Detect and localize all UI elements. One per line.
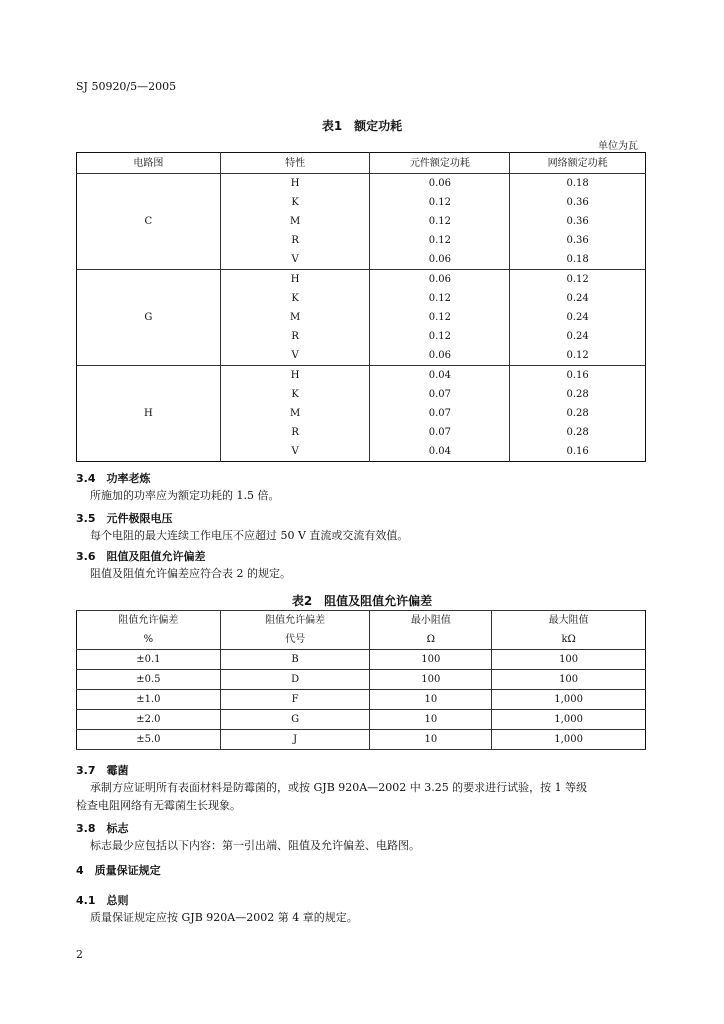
table1-unit: 单位为瓦 [598, 141, 638, 152]
network-power-cell: 0.16 [510, 366, 646, 386]
section-3-4-text: 所施加的功率应为额定功耗的 1.5 倍。 [90, 489, 280, 502]
element-power-cell: 0.06 [370, 346, 510, 366]
table-row [77, 710, 646, 730]
characteristic-cell: K [220, 289, 370, 308]
page-number: 2 [76, 948, 83, 961]
section-4-heading: 4 质量保证规定 [76, 864, 161, 877]
element-power-cell: 0.12 [370, 212, 510, 231]
element-power-cell: 0.12 [370, 193, 510, 212]
document-header: SJ 50920/5—2005 [76, 80, 177, 93]
element-power-cell: 0.12 [370, 308, 510, 327]
characteristic-cell: V [220, 442, 370, 462]
table2-cell: ±5.0 [77, 730, 221, 750]
table2-cell: ±0.1 [77, 650, 221, 670]
element-power-cell: 0.12 [370, 231, 510, 250]
network-power-cell: 0.16 [510, 442, 646, 462]
table2-cell: ±1.0 [77, 690, 221, 710]
section-3-6-heading: 3.6 阻值及阻值允许偏差 [76, 550, 206, 563]
network-power-cell: 0.28 [510, 404, 646, 423]
network-power-cell: 0.36 [510, 231, 646, 250]
table2-cell: 100 [370, 670, 492, 690]
element-power-cell: 0.07 [370, 385, 510, 404]
table2-header-cell: 阻值允许偏差 [77, 611, 221, 631]
characteristic-cell: V [220, 346, 370, 366]
element-power-cell: 0.07 [370, 404, 510, 423]
element-power-cell: 0.12 [370, 289, 510, 308]
section-3-6-text: 阻值及阻值允许偏差应符合表 2 的规定。 [90, 567, 291, 580]
characteristic-cell: V [220, 250, 370, 270]
table2-cell: D [220, 670, 370, 690]
network-power-cell: 0.24 [510, 289, 646, 308]
section-4-1-heading: 4.1 总则 [76, 894, 129, 907]
section-3-8-heading: 3.8 标志 [76, 822, 129, 835]
element-power-cell: 0.12 [370, 327, 510, 346]
table1-column-header: 网络额定功耗 [510, 153, 646, 174]
table2-cell: F [220, 690, 370, 710]
table2-unit-cell: 代号 [220, 630, 370, 650]
network-power-cell: 0.12 [510, 270, 646, 290]
table2-header-cell: 阻值允许偏差 [220, 611, 370, 631]
characteristic-cell: M [220, 212, 370, 231]
table2-cell: 10 [370, 710, 492, 730]
section-3-7-line2: 检查电阻网络有无霉菌生长现象。 [76, 799, 241, 812]
characteristic-cell: R [220, 231, 370, 250]
circuit-cell: C [77, 174, 221, 270]
characteristic-cell: K [220, 193, 370, 212]
characteristic-cell: R [220, 327, 370, 346]
power-rating-table [76, 152, 646, 462]
network-power-cell: 0.28 [510, 423, 646, 442]
characteristic-cell: H [220, 366, 370, 386]
characteristic-cell: R [220, 423, 370, 442]
table1-column-header: 电路图 [77, 153, 221, 174]
table2-cell: G [220, 710, 370, 730]
network-power-cell: 0.28 [510, 385, 646, 404]
table2-unit-cell: % [77, 630, 221, 650]
section-3-4-heading: 3.4 功率老炼 [76, 472, 151, 485]
table2-cell: 10 [370, 730, 492, 750]
table-row [77, 670, 646, 690]
table2-cell: 100 [492, 650, 646, 670]
table2-header-cell: 最大阻值 [492, 611, 646, 631]
table-row [77, 366, 646, 386]
network-power-cell: 0.24 [510, 327, 646, 346]
element-power-cell: 0.04 [370, 442, 510, 462]
element-power-cell: 0.06 [370, 174, 510, 194]
table2-cell: ±2.0 [77, 710, 221, 730]
table1-column-header: 特性 [220, 153, 370, 174]
table2-cell: 100 [370, 650, 492, 670]
circuit-cell: H [77, 366, 221, 462]
table2-unit-cell: Ω [370, 630, 492, 650]
network-power-cell: 0.12 [510, 346, 646, 366]
section-4-1-text: 质量保证规定应按 GJB 920A—2002 第 4 章的规定。 [90, 911, 358, 924]
table-row [77, 690, 646, 710]
section-3-7-line1: 承制方应证明所有表面材料是防霉菌的，或按 GJB 920A—2002 中 3.25 的要求进行试验，按 1 等级 [90, 781, 588, 794]
table2-cell: 100 [492, 670, 646, 690]
element-power-cell: 0.04 [370, 366, 510, 386]
table1-column-header: 元件额定功耗 [370, 153, 510, 174]
network-power-cell: 0.24 [510, 308, 646, 327]
table-row [77, 730, 646, 750]
section-3-8-text: 标志最少应包括以下内容：第一引出端、阻值及允许偏差、电路图。 [90, 839, 420, 852]
table-row [77, 174, 646, 194]
table2-unit-cell: kΩ [492, 630, 646, 650]
table2-cell: B [220, 650, 370, 670]
characteristic-cell: M [220, 404, 370, 423]
circuit-cell: G [77, 270, 221, 366]
table1-title: 表1 额定功耗 [321, 119, 403, 133]
table2-title: 表2 阻值及阻值允许偏差 [291, 594, 433, 608]
element-power-cell: 0.07 [370, 423, 510, 442]
table2-header-cell: 最小阻值 [370, 611, 492, 631]
network-power-cell: 0.36 [510, 193, 646, 212]
element-power-cell: 0.06 [370, 250, 510, 270]
element-power-cell: 0.06 [370, 270, 510, 290]
network-power-cell: 0.36 [510, 212, 646, 231]
network-power-cell: 0.18 [510, 250, 646, 270]
tolerance-table [76, 610, 646, 750]
table2-cell: J [220, 730, 370, 750]
characteristic-cell: M [220, 308, 370, 327]
network-power-cell: 0.18 [510, 174, 646, 194]
table2-cell: 1,000 [492, 730, 646, 750]
table2-cell: ±0.5 [77, 670, 221, 690]
characteristic-cell: H [220, 174, 370, 194]
section-3-7-heading: 3.7 霉菌 [76, 764, 129, 777]
table-row [77, 650, 646, 670]
characteristic-cell: K [220, 385, 370, 404]
characteristic-cell: H [220, 270, 370, 290]
section-3-5-text: 每个电阻的最大连续工作电压不应超过 50 V 直流或交流有效值。 [90, 529, 409, 542]
table-row [77, 270, 646, 290]
table2-cell: 1,000 [492, 690, 646, 710]
table2-cell: 1,000 [492, 710, 646, 730]
section-3-5-heading: 3.5 元件极限电压 [76, 512, 173, 525]
table2-cell: 10 [370, 690, 492, 710]
